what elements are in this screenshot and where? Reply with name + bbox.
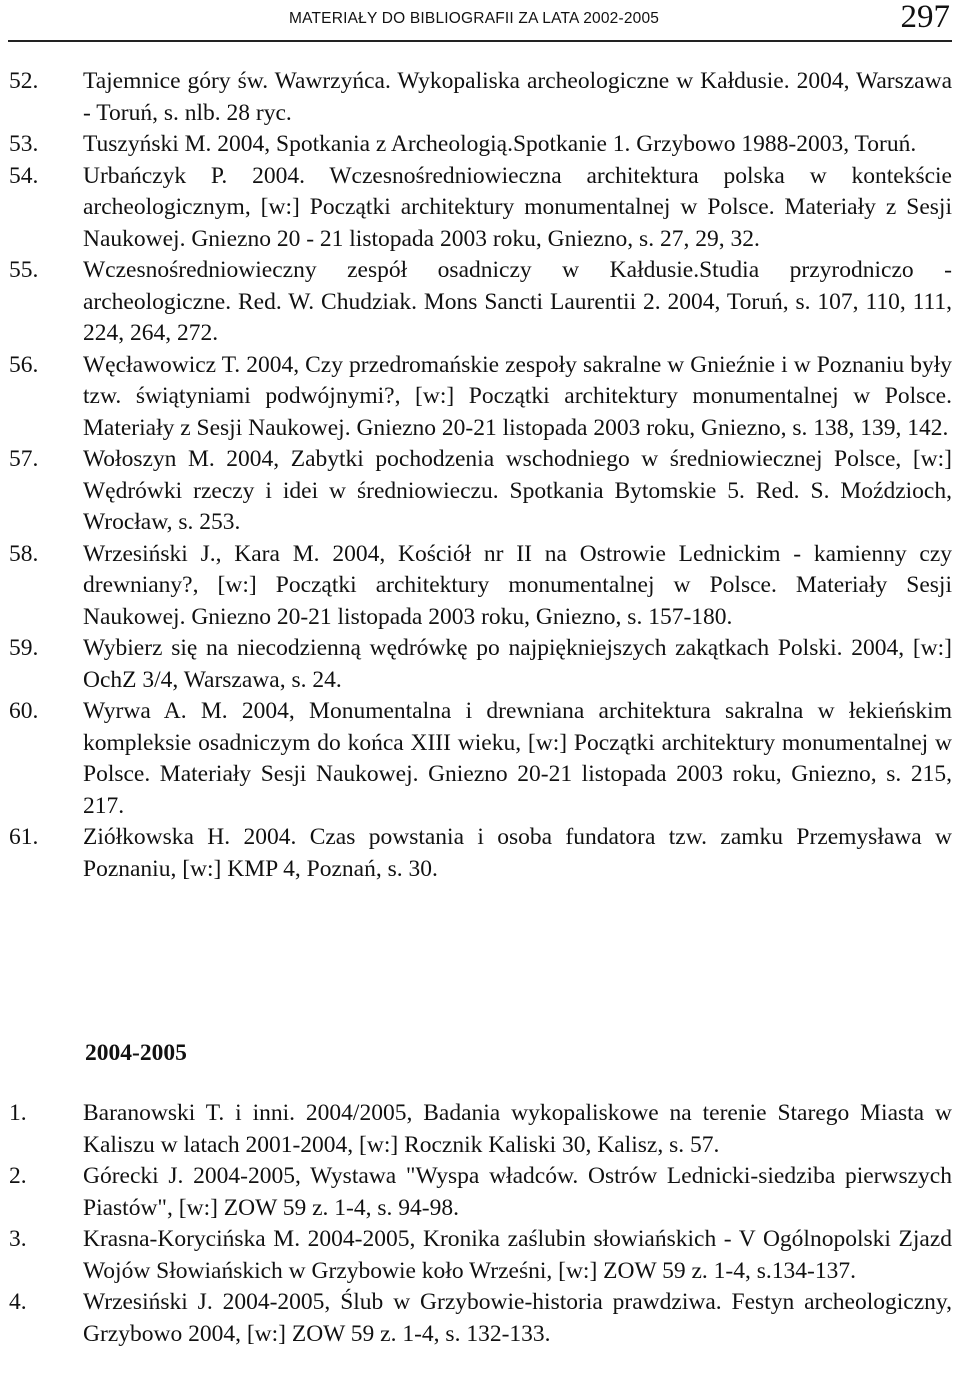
entry-number: 52. (9, 68, 39, 94)
bibliography-entry (0, 350, 960, 445)
entry-number: 53. (9, 131, 39, 157)
bibliography-entry (0, 129, 960, 161)
bibliography-entry (0, 633, 960, 696)
entry-number: 61. (9, 824, 39, 850)
entry-number: 60. (9, 698, 39, 724)
entry-text: Węcławowicz T. 2004, Czy przedromańskie zespoły sakralne w Gnieźnie i w Poznaniu były tzw. świątyniami podwójnymi?, [w:] Początki architektury monumentalnej w Polsce. Materiały z Sesji Naukowej. Gniezno 20-21 listopada 2003 roku, Gniezno, s. 138, 139, 142. (83, 351, 952, 441)
entry-number: 4. (9, 1289, 27, 1315)
bibliography-entry (0, 255, 960, 350)
bibliography-entry (0, 822, 960, 885)
entry-number: 55. (9, 257, 39, 283)
entry-text: Wczesnośredniowieczny zespół osadniczy w Kałdusie.Studia przyrodniczo - archeologiczne. Red. W. Chudziak. Mons Sancti Laurentii 2. 2004, Toruń, s. 107, 110, 111, 224, 264, 272. (83, 257, 952, 346)
section-bibliography-list (0, 1098, 960, 1350)
page-number: 297 (900, 0, 950, 35)
bibliography-entry (0, 539, 960, 634)
entry-text: Wołoszyn M. 2004, Zabytki pochodzenia wschodniego w średniowiecznej Polsce, [w:] Wędrówki rzeczy i idei w średniowieczu. Spotkania Bytomskie 5. Red. S. Moździoch, Wrocław, s. 253. (83, 446, 952, 535)
entry-number: 57. (9, 446, 39, 472)
entry-number: 54. (9, 162, 39, 189)
entry-number: 1. (9, 1100, 27, 1126)
bibliography-entry (0, 1161, 960, 1224)
entry-text: Tuszyński M. 2004, Spotkania z Archeologią.Spotkanie 1. Grzybowo 1988-2003, Toruń. (83, 131, 917, 157)
entry-number: 59. (9, 635, 39, 661)
entry-text: Baranowski T. i inni. 2004/2005, Badania wykopaliskowe na terenie Starego Miasta w Kaliszu w latach 2001-2004, [w:] Rocznik Kaliski 30, Kalisz, s. 57. (83, 1100, 952, 1158)
bibliography-list (0, 66, 960, 885)
bibliography-entry (0, 66, 960, 129)
bibliography-entry (0, 696, 960, 822)
entry-text: Wyrwa A. M. 2004, Monumentalna i drewniana architektura sakralna w łekieńskim kompleksie osadniczym do końca XIII wieku, [w:] Początki architektury monumentalnej w Polsce. Materiały Sesji Naukowej. Gniezno 20-21 listopada 2003 roku, Gniezno, s. 215, 217. (83, 698, 952, 819)
entry-text: Górecki J. 2004-2005, Wystawa "Wyspa władców. Ostrów Lednicki-siedziba pierwszych Piastów", [w:] ZOW 59 z. 1-4, s. 94-98. (83, 1163, 952, 1221)
entry-number: 58. (9, 540, 39, 567)
entry-text: Wrzesiński J., Kara M. 2004, Kościół nr II na Ostrowie Lednickim - kamienny czy drewniany?, [w:] Początki architektury monumentalnej w Polsce. Materiały Sesji Naukowej. Gniezno 20-21 listopada 2003 roku, Gniezno, s. 157-180. (83, 540, 952, 630)
entry-number: 2. (9, 1163, 27, 1189)
entry-text: Tajemnice góry św. Wawrzyńca. Wykopaliska archeologiczne w Kałdusie. 2004, Warszawa - Toruń, s. nlb. 28 ryc. (83, 68, 952, 126)
entry-text: Wrzesiński J. 2004-2005, Ślub w Grzybowie-historia prawdziwa. Festyn archeologiczny, Grzybowo 2004, [w:] ZOW 59 z. 1-4, s. 132-133. (83, 1289, 952, 1347)
section-heading: 2004-2005 (85, 1040, 187, 1066)
bibliography-entry (0, 1287, 960, 1350)
page-header (8, 0, 952, 42)
running-title: MATERIAŁY DO BIBLIOGRAFII ZA LATA 2002-2005 (289, 10, 660, 27)
entry-text: Urbańczyk P. 2004. Wczesnośredniowieczna architektura polska w kontekście archeologicznym, [w:] Początki architektury monumentalnej w Polsce. Materiały z Sesji Naukowej. Gniezno 20 - 21 listopada 2003 roku, Gniezno, s. 27, 29, 32. (83, 162, 952, 252)
entry-text: Ziółkowska H. 2004. Czas powstania i osoba fundatora tzw. zamku Przemysława w Poznaniu, [w:] KMP 4, Poznań, s. 30. (83, 824, 952, 882)
entry-number: 3. (9, 1226, 27, 1252)
entry-text: Wybierz się na niecodzienną wędrówkę po najpiękniejszych zakątkach Polski. 2004, [w:] OchZ 3/4, Warszawa, s. 24. (83, 635, 952, 693)
bibliography-entry (0, 1224, 960, 1287)
bibliography-entry (0, 1098, 960, 1161)
bibliography-entry (0, 161, 960, 256)
bibliography-entry (0, 444, 960, 539)
entry-number: 56. (9, 351, 39, 378)
entry-text: Krasna-Korycińska M. 2004-2005, Kronika zaślubin słowiańskich - V Ogólnopolski Zjazd Wojów Słowiańskich w Grzybowie koło Wrześni, [w:] ZOW 59 z. 1-4, s.134-137. (83, 1226, 952, 1284)
